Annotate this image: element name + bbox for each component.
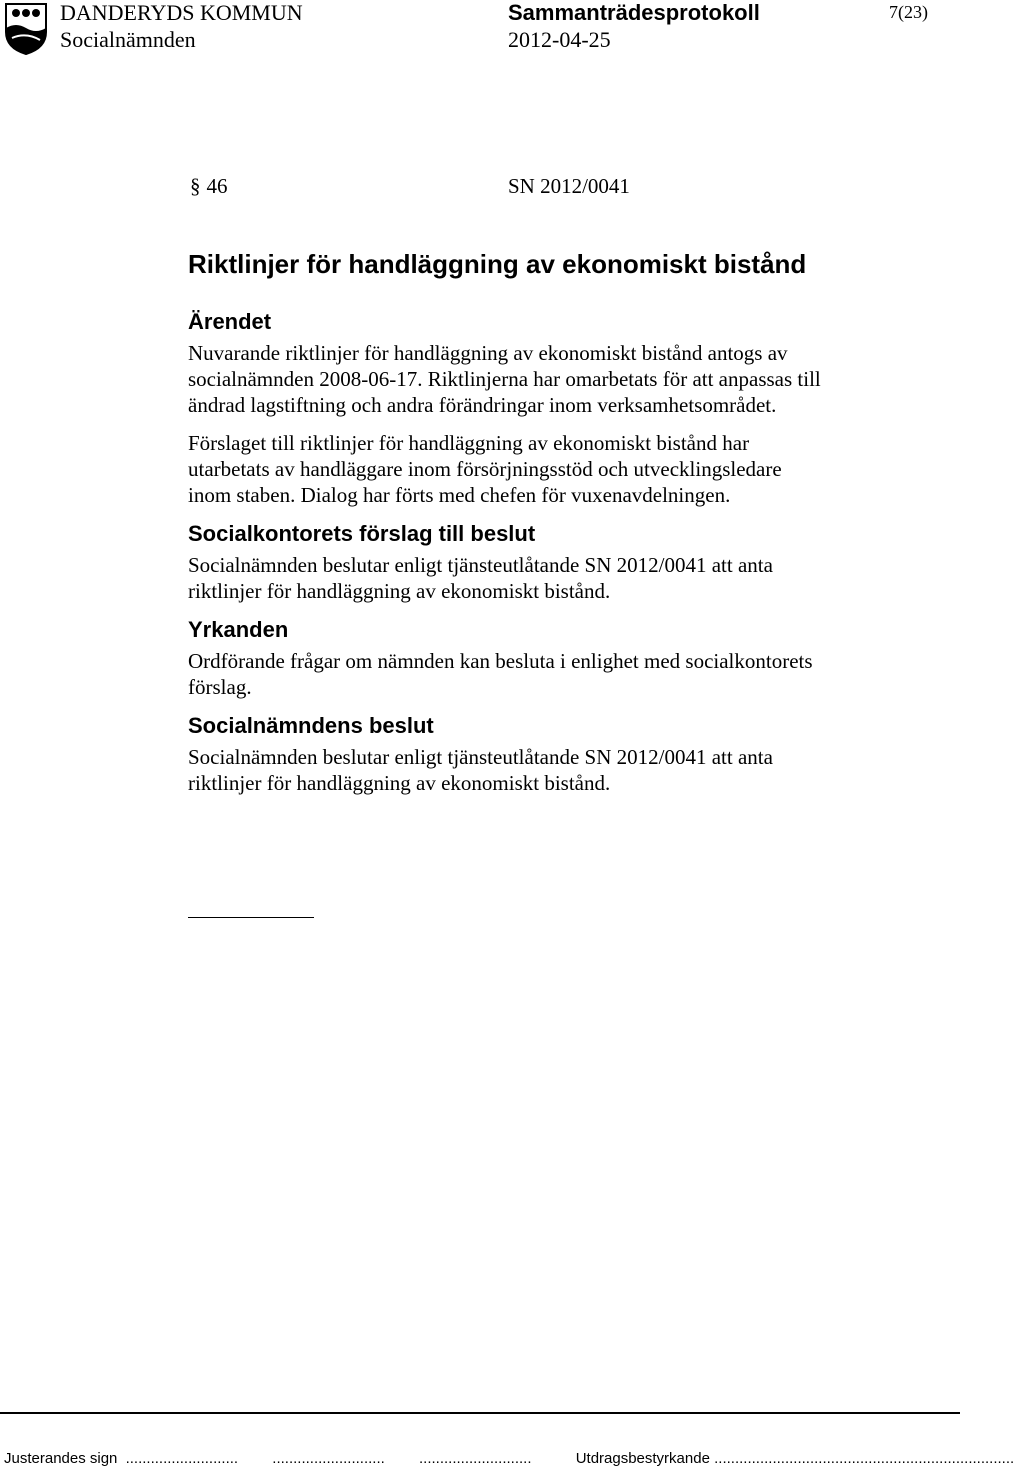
paragraph	[188, 430, 908, 508]
municipality-name: DANDERYDS KOMMUN	[60, 0, 303, 25]
text-line: Ordförande frågar om nämnden kan besluta i enlighet med socialkontorets	[188, 649, 813, 673]
footer-signature-line	[4, 1449, 1014, 1469]
paragraph	[188, 340, 908, 418]
text-line: ändrad lagstiftning och andra förändringar inom verksamhetsområdet.	[188, 393, 777, 417]
coat-of-arms-icon	[4, 2, 48, 56]
section-yrkanden	[188, 616, 908, 700]
text-line: Socialnämnden beslutar enligt tjänsteutlåtande SN 2012/0041 att anta	[188, 745, 773, 769]
paragraph-number: 46	[206, 174, 228, 198]
document-title: Riktlinjer för handläggning av ekonomiskt bistånd	[188, 249, 807, 279]
text-line: inom staben. Dialog har förts med chefen för vuxenavdelningen.	[188, 483, 731, 507]
paragraph-marker	[190, 172, 228, 200]
paragraph	[188, 648, 908, 700]
text-line: riktlinjer för handläggning av ekonomiskt bistånd.	[188, 771, 611, 795]
case-number: SN 2012/0041	[508, 174, 630, 198]
section-heading: Socialnämndens beslut	[188, 713, 434, 738]
end-rule	[188, 917, 314, 918]
text-line: Socialnämnden beslutar enligt tjänsteutlåtande SN 2012/0041 att anta	[188, 553, 773, 577]
committee-name: Socialnämnden	[60, 27, 196, 52]
document-body	[188, 308, 908, 808]
section-heading: Socialkontorets förslag till beslut	[188, 521, 536, 546]
text-line: riktlinjer för handläggning av ekonomiskt bistånd.	[188, 579, 611, 603]
text-line: förslag.	[188, 675, 252, 699]
footer-divider	[0, 1412, 960, 1414]
section-proposal	[188, 520, 908, 604]
meeting-date: 2012-04-25	[508, 27, 611, 52]
signature-dots: ...........................	[272, 1450, 385, 1467]
signature-dots: ...........................	[418, 1450, 532, 1467]
text-line: socialnämnden 2008-06-17. Riktlinjerna har omarbetats för att anpassas till	[188, 367, 821, 391]
document-type: Sammanträdesprotokoll	[508, 0, 760, 25]
text-line: utarbetats av handläggare inom försörjningsstöd och utvecklingsledare	[188, 457, 782, 481]
page-number: 7(23)	[889, 2, 928, 22]
section-decision	[188, 712, 908, 796]
paragraph	[188, 552, 908, 604]
section-arendet	[188, 308, 908, 508]
signatures-label: Justerandes sign	[4, 1450, 118, 1467]
paragraph	[188, 744, 908, 796]
section-heading: Yrkanden	[188, 617, 289, 642]
extract-label: Utdragsbestyrkande	[575, 1450, 710, 1467]
text-line: Förslaget till riktlinjer för handläggning av ekonomiskt bistånd har	[188, 431, 750, 455]
text-line: Nuvarande riktlinjer för handläggning av ekonomiskt bistånd antogs av	[188, 341, 788, 365]
signature-dots: ...........................	[125, 1450, 239, 1467]
extract-dots: ........................................................................	[714, 1450, 1014, 1467]
section-symbol: §	[190, 174, 201, 198]
section-heading: Ärendet	[188, 309, 272, 334]
